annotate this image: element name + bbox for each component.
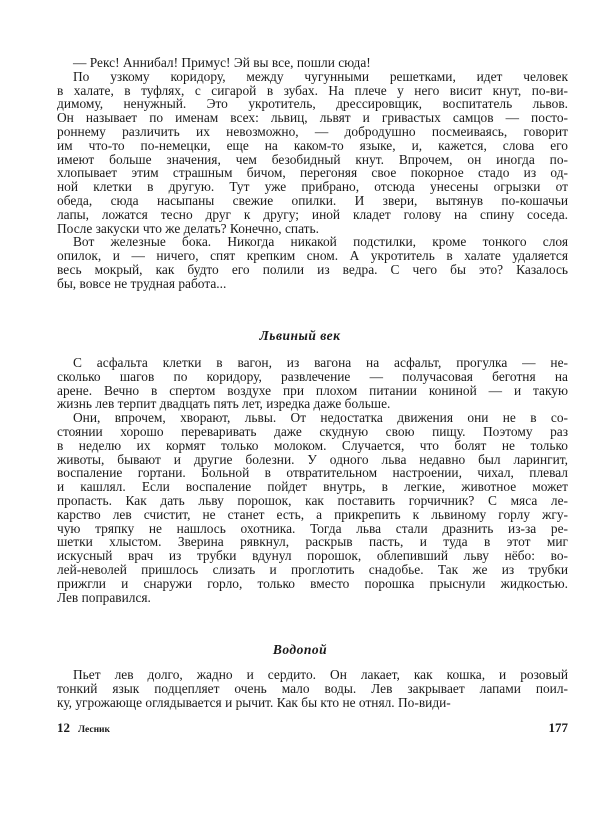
text-line: пропасть. Как дать льву порошок, как поставить горчичник? С мяса ле- <box>57 492 568 508</box>
paragraph <box>57 668 568 709</box>
text-line: опилок, и — ничего, спят крепким сном. А укротитель в халате удаляется <box>57 248 568 264</box>
paragraph <box>57 235 568 290</box>
paragraph <box>57 70 568 236</box>
text-line: лапы, ложатся тесно друг к другу; иной кладет голову на спину соседа. <box>57 206 568 222</box>
page-footer <box>57 720 568 736</box>
text-line: Лев поправился. <box>57 589 151 605</box>
text-line: прижгли и снаружи горло, только вместо порошка прыснули жидкостью. <box>57 575 568 591</box>
text-line: сколько шагов по коридору, развлечение — получасовая беготня на <box>57 368 568 384</box>
text-line: имеют больше значения, чем безобидный кнут. Впрочем, он иногда по- <box>57 151 568 167</box>
paragraph <box>57 56 568 70</box>
text-line: в халате, в туфлях, с сигарой в зубах. На плече у него висит кнут, по-ви- <box>57 82 568 98</box>
text-line: животы, бывают и другие болезни. У одного льва недавно был ларингит, <box>57 451 568 467</box>
page-number: 177 <box>548 720 568 735</box>
text-line: Пьет лев долго, жадно и сердито. Он лакает, как кошка, и розовый <box>73 667 568 682</box>
text-line: карство лев счистит, не станет есть, а прикрепить к львиному горлу жгу- <box>57 506 568 522</box>
text-line: им что-то по-немецки, еще на каком-то языке, и, кажется, слова его <box>57 137 568 153</box>
text-line: арене. Вечно в спертом воздухе при плохом питании кониной — и такую <box>57 382 568 398</box>
text-line: жизнь лев терпит двадцать пять лет, изредка даже больше. <box>57 396 391 412</box>
text-line: димому, ненужный. Это укротитель, дрессировщик, воспитатель львов. <box>57 96 568 112</box>
text-line: бы, вовсе не трудная работа... <box>57 275 227 291</box>
text-block-watering <box>57 668 568 709</box>
text-line: После закуски что же делать? Конечно, спать. <box>57 220 319 236</box>
text-line: Вот железные бока. Никогда никакой подстилки, кроме тонкого слоя <box>73 234 568 250</box>
text-line: в неделю их кормят только молоком. Случается, что болят не только <box>57 437 568 453</box>
text-line: ной клетки в другую. Тут уже прибрано, отсюда унесены огрызки от <box>57 179 568 195</box>
text-line: шетки хлыстом. Зверина рявкнул, раскрыв пасть, и туда в этот миг <box>57 534 568 550</box>
text-line: По узкому коридору, между чугунными решетками, идет человек <box>73 68 568 84</box>
text-line: тонкий язык подцепляет очень мало воды. Лев закрывает лапами поил- <box>57 680 568 696</box>
text-line: хлопывает этим страшным бичом, перегоняя свое покорное стадо из од- <box>57 165 568 181</box>
text-line: роннему различить их невозможно, — добродушно посмеиваясь, говорит <box>57 123 568 139</box>
text-block-intro <box>57 56 568 291</box>
section-heading-watering: Водопой <box>272 642 328 657</box>
paragraph <box>57 356 568 411</box>
text-line: и кашлял. Если воспаление пойдет внутрь, в легкие, животное может <box>57 479 568 495</box>
section-heading-lion-age: Львиный век <box>259 328 341 343</box>
text-line: чую тряпку не нашлось охотника. Тогда льва стали дразнить из-за ре- <box>57 520 568 536</box>
paragraph <box>57 411 568 604</box>
text-line: стоянии хорошо переваривать даже скудную свою пищу. Поэтому раз <box>57 423 568 439</box>
text-line: Он называет по именам всех: львиц, львят и гривастых самцов — посто- <box>57 110 568 126</box>
text-line: ку, угрожающе оглядывается и рычит. Как бы кто не отнял. По-види- <box>57 694 451 710</box>
text-line: — Рекс! Аннибал! Примус! Эй вы все, пошли сюда! <box>73 55 371 70</box>
text-line: искусный врач из трубки вдунул порошок, облепивший льву нёбо: во- <box>57 548 568 564</box>
text-line: воспаление гортани. Больной в отвратительном настроении, чихал, плевал <box>57 465 568 481</box>
signature-label: Лесник <box>78 725 110 735</box>
text-line: лей-неволей пришлось слизать и проглотить снадобье. Так же из трубки <box>57 561 568 577</box>
signature-number: 12 <box>57 720 70 735</box>
text-block-lion-age <box>57 356 568 604</box>
text-line: весь мокрый, как будто его полили из ведра. С чего бы это? Казалось <box>57 261 568 277</box>
text-line: обеда, сюда насыпаны свежие опилки. И звери, вытянув по-кошачьи <box>57 192 568 208</box>
text-line: Они, впрочем, хворают, львы. От недостатка движения они не в со- <box>73 410 568 426</box>
text-line: С асфальта клетки в вагон, из вагона на асфальт, прогулка — не- <box>73 355 568 370</box>
